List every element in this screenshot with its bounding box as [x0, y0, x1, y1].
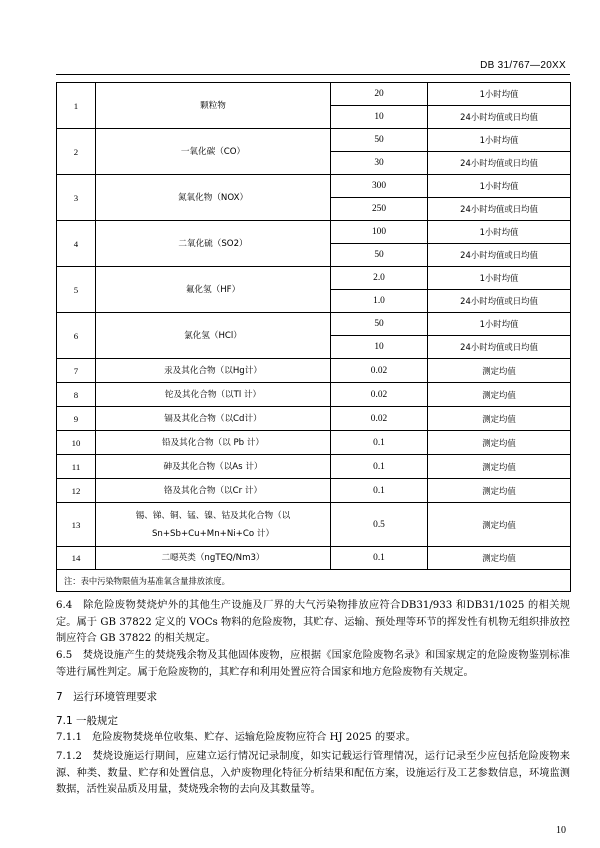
emission-limits-table: [56, 82, 571, 592]
averaging-period: 24小时均值或日均值: [428, 244, 571, 267]
pollutant-number: 10: [57, 431, 96, 455]
pollutant-name: 铬及其化合物（以Cr 计）: [96, 479, 331, 503]
pollutant-number: 1: [57, 83, 96, 129]
pollutant-number: 4: [57, 221, 96, 267]
averaging-period: 1小时均值: [428, 221, 571, 244]
page-number: 10: [556, 825, 566, 836]
pollutant-number: 6: [57, 313, 96, 359]
paragraph-6-5: 6.5 焚烧设施产生的焚烧残余物及其他固体废物，应根据《国家危险废物名录》和国家规定的危险废物鉴别标准等进行属性判定。属于危险废物的，其贮存和利用处置应符合国家和地方危险废物有关规定。: [56, 650, 570, 678]
limit-value: 30: [331, 152, 428, 175]
pollutant-number: 11: [57, 455, 96, 479]
table-row: [57, 503, 571, 547]
averaging-period: 24小时均值或日均值: [428, 152, 571, 175]
limit-value: 0.5: [331, 503, 428, 547]
averaging-period: 测定均值: [428, 407, 571, 431]
averaging-period: 测定均值: [428, 547, 571, 570]
table-row: [57, 407, 571, 431]
table-row: [57, 383, 571, 407]
paragraph-6-4: 6.4 除危险废物焚烧炉外的其他生产设施及厂界的大气污染物排放应符合DB31/933 和DB31/1025 的相关规定。属于 GB 37822 定义的 VOCs 物料的危险废物，其贮存、运输、预处理等环节的挥发性有机物无组织排放控制应符合 GB 37822 的相关规定。: [56, 600, 570, 644]
pollutant-name: 镉及其化合物（以Cd计）: [96, 407, 331, 431]
limit-value: 10: [331, 106, 428, 129]
pollutant-name: 二噁英类（ngTEQ/Nm3）: [96, 547, 331, 570]
table-note-row: [57, 570, 571, 592]
table-row: [57, 83, 571, 106]
pollutant-name: [96, 503, 331, 547]
averaging-period: 24小时均值或日均值: [428, 106, 571, 129]
limit-value: 0.02: [331, 407, 428, 431]
pollutant-name: 氟化氢（HF）: [96, 267, 331, 313]
pollutant-name: 二氧化硫（SO2）: [96, 221, 331, 267]
averaging-period: 测定均值: [428, 503, 571, 547]
table-note: 注：表中污染物限值为基准氧含量排放浓度。: [57, 570, 571, 592]
header-rule: [56, 74, 570, 75]
pollutant-name: 一氧化碳（CO）: [96, 129, 331, 175]
table-row: [57, 175, 571, 198]
document-code: DB 31/767—20XX: [480, 60, 566, 71]
limit-value: 250: [331, 198, 428, 221]
pollutant-number: 7: [57, 359, 96, 383]
limit-value: 20: [331, 83, 428, 106]
pollutant-number: 3: [57, 175, 96, 221]
pollutant-name: 氯化氢（HCl）: [96, 313, 331, 359]
averaging-period: 1小时均值: [428, 129, 571, 152]
averaging-period: 24小时均值或日均值: [428, 336, 571, 359]
pollutant-number: 2: [57, 129, 96, 175]
pollutant-name: 铊及其化合物（以Tl 计）: [96, 383, 331, 407]
table-row: [57, 129, 571, 152]
limit-value: 100: [331, 221, 428, 244]
pollutant-name-line-2: Sn+Sb+Cu+Mn+Ni+Co 计）: [151, 528, 275, 539]
pollutant-number: 5: [57, 267, 96, 313]
limit-value: 0.02: [331, 383, 428, 407]
averaging-period: 测定均值: [428, 479, 571, 503]
paragraph-7-1-1: 7.1.1 危险废物焚烧单位收集、贮存、运输危险废物应符合 HJ 2025 的要求。: [56, 732, 416, 743]
pollutant-number: 12: [57, 479, 96, 503]
limit-value: 50: [331, 129, 428, 152]
limit-value: 1.0: [331, 290, 428, 313]
pollutant-number: 8: [57, 383, 96, 407]
limit-value: 50: [331, 313, 428, 336]
table-row: [57, 547, 571, 570]
averaging-period: 24小时均值或日均值: [428, 290, 571, 313]
pollutant-name: 颗粒物: [96, 83, 331, 129]
table-row: [57, 267, 571, 290]
pollutant-number: 9: [57, 407, 96, 431]
averaging-period: 1小时均值: [428, 267, 571, 290]
table-row: [57, 431, 571, 455]
pollutant-name: 氮氧化物（NOX）: [96, 175, 331, 221]
limit-value: 10: [331, 336, 428, 359]
section-heading-7: 7 运行环境管理要求: [56, 691, 158, 703]
averaging-period: 测定均值: [428, 383, 571, 407]
limit-value: 0.1: [331, 431, 428, 455]
pollutant-name: 汞及其化合物（以Hg计）: [96, 359, 331, 383]
section-heading-7-1: 7.1 一般规定: [56, 715, 119, 727]
paragraph-7-1-2: 7.1.2 焚烧设施运行期间，应建立运行情况记录制度，如实记载运行管理情况，运行记录至少应包括危险废物来源、种类、数量、贮存和处置信息，入炉废物理化特征分析结果和配伍方案，设施运行及工艺参数信息，环境监测数据，活性炭品质及用量，焚烧残余物的去向及其数量等。: [56, 751, 570, 795]
averaging-period: 1小时均值: [428, 175, 571, 198]
pollutant-number: 14: [57, 547, 96, 570]
limit-value: 0.1: [331, 547, 428, 570]
table-row: [57, 455, 571, 479]
limit-value: 300: [331, 175, 428, 198]
averaging-period: 24小时均值或日均值: [428, 198, 571, 221]
table-row: [57, 221, 571, 244]
limit-value: 50: [331, 244, 428, 267]
averaging-period: 1小时均值: [428, 83, 571, 106]
pollutant-name-line-1: 锡、锑、铜、锰、镍、钴及其化合物（以: [135, 510, 291, 521]
limit-value: 2.0: [331, 267, 428, 290]
averaging-period: 测定均值: [428, 431, 571, 455]
limit-value: 0.1: [331, 455, 428, 479]
pollutant-name: 铅及其化合物（以 Pb 计）: [96, 431, 331, 455]
table-row: [57, 313, 571, 336]
pollutant-name: 砷及其化合物（以As 计）: [96, 455, 331, 479]
averaging-period: 1小时均值: [428, 313, 571, 336]
averaging-period: 测定均值: [428, 359, 571, 383]
limit-value: 0.1: [331, 479, 428, 503]
averaging-period: 测定均值: [428, 455, 571, 479]
table-row: [57, 479, 571, 503]
limit-value: 0.02: [331, 359, 428, 383]
table-row: [57, 359, 571, 383]
pollutant-number: 13: [57, 503, 96, 547]
